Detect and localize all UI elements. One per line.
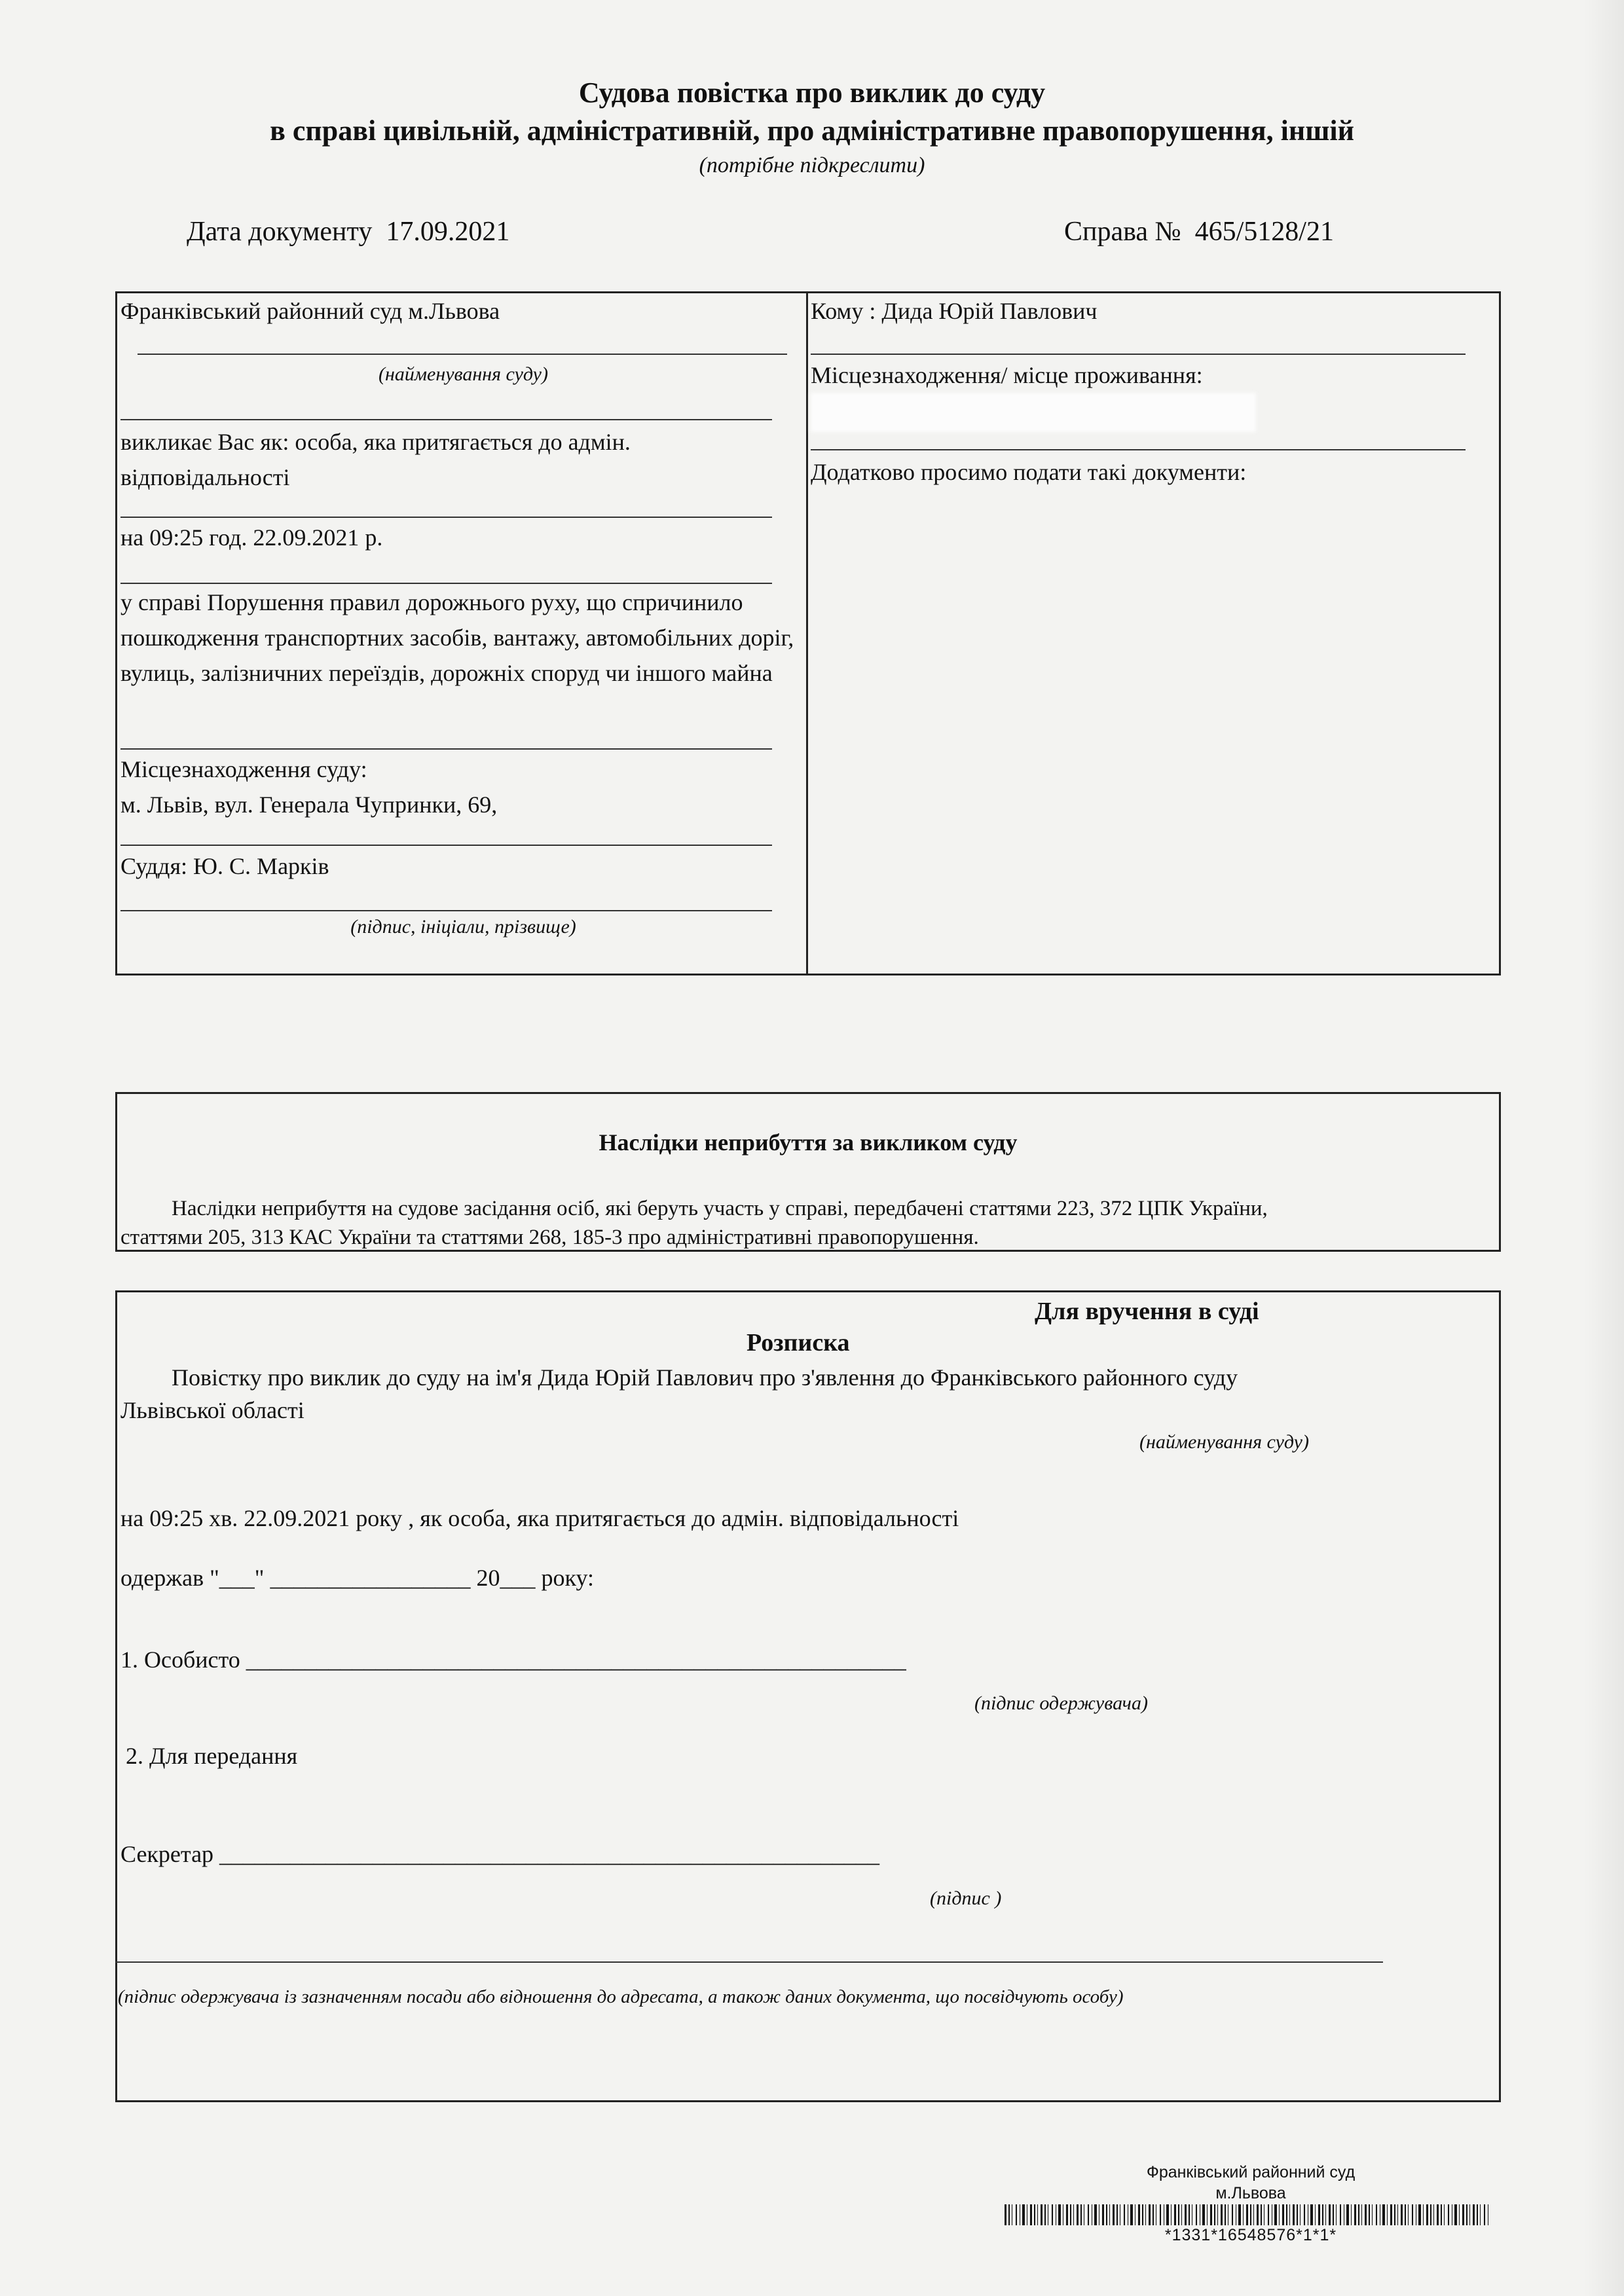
barcode-bar: [1041, 2204, 1043, 2225]
court-location: м. Львів, вул. Генерала Чупринки, 69,: [120, 792, 498, 818]
footer-court-line-1: Франківський районний суд: [1146, 2163, 1356, 2181]
barcode-bar: [1293, 2204, 1295, 2225]
barcode-bar: [1405, 2204, 1406, 2225]
barcode-bar: [1340, 2204, 1341, 2225]
barcode-bar: [1246, 2204, 1248, 2225]
divider-line: [120, 517, 772, 518]
summons-role: викликає Вас як: особа, яка притягається до адмін. відповідальності: [120, 429, 631, 490]
barcode-bar: [1325, 2204, 1326, 2225]
receipt-hearing-time: на 09:25 хв. 22.09.2021 року , як особа, яка притягається до адмін. відповідальності: [120, 1505, 959, 1531]
barcode-bar: [1022, 2204, 1025, 2225]
barcode-bar: [1034, 2204, 1035, 2225]
secretary: Секретар ________________________________________________________: [120, 1841, 880, 1867]
barcode-bar: [1109, 2204, 1110, 2225]
barcode-bar: [1268, 2204, 1269, 2225]
secretary-signature-caption: (підпис ): [930, 1887, 1002, 1909]
barcode-bar: [1462, 2204, 1464, 2225]
receipt-line-1: Повістку про виклик до суду на ім'я Дида Юрій Павлович про з'явлення до Франківського районного суду: [172, 1364, 1238, 1391]
barcode-bar: [1397, 2204, 1398, 2225]
barcode-bar: [1070, 2204, 1071, 2225]
divider-line: [120, 419, 772, 420]
barcode-bar: [1477, 2204, 1478, 2225]
consequences-line-2: статтями 205, 313 КАС України та статтями 268, 185-3 про адміністративні правопорушення.: [120, 1226, 979, 1249]
barcode-bar: [1454, 2204, 1457, 2225]
recipient: Кому : Дида Юрій Павлович: [811, 298, 1098, 324]
barcode-bar: [1145, 2204, 1146, 2225]
barcode-bar: [1153, 2204, 1154, 2225]
barcode-bar: [1365, 2204, 1367, 2225]
date-value: 17.09.2021: [386, 217, 510, 247]
divider-line: [120, 583, 772, 584]
barcode-bar: [1189, 2204, 1190, 2225]
barcode-bar: [1297, 2204, 1298, 2225]
barcode-bar: [1124, 2204, 1125, 2225]
divider-line: [120, 748, 772, 750]
barcode-bar: [1250, 2204, 1251, 2225]
barcode-bar: [1369, 2204, 1370, 2225]
barcode-bar: [1408, 2204, 1409, 2225]
barcode-bar: [1130, 2204, 1133, 2225]
signature-line: [120, 910, 772, 911]
barcode-bar: [1185, 2204, 1187, 2225]
barcode-bar: [1116, 2204, 1118, 2225]
document-title: Судова повістка про виклик до суду: [578, 77, 1046, 109]
barcode-bar: [1160, 2204, 1161, 2225]
document-date: [187, 213, 509, 250]
barcode-bar: [1077, 2204, 1079, 2225]
barcode-bar: [1174, 2204, 1176, 2225]
barcode-bar: [1207, 2204, 1208, 2225]
bottom-signature-caption: (підпис одержувача із зазначенням посади або відношення до адресата, а також даних документа, що посвідчують особу): [118, 1986, 1124, 2007]
barcode-bar: [1329, 2204, 1331, 2225]
barcode-bar: [1433, 2204, 1434, 2225]
barcode-bar: [1166, 2204, 1169, 2225]
hearing-time: на 09:25 год. 22.09.2021 р.: [120, 524, 383, 551]
barcode-bar: [1401, 2204, 1403, 2225]
consequences-title: Наслідки неприбуття за викликом суду: [599, 1129, 1018, 1156]
court-name-line: [138, 354, 787, 355]
judge: Суддя: Ю. С. Марків: [120, 853, 329, 879]
for-court-delivery: Для вручення в суді: [1035, 1298, 1259, 1325]
barcode-bar: [1426, 2204, 1428, 2225]
barcode-bar: [1346, 2204, 1349, 2225]
address-line: [811, 449, 1466, 450]
barcode-bar: [1016, 2204, 1017, 2225]
barcode-bar: [1138, 2204, 1140, 2225]
redacted-address: [811, 393, 1256, 432]
barcode-bar: [1441, 2204, 1442, 2225]
barcode-bar: [1448, 2204, 1449, 2225]
barcode-bar: [1437, 2204, 1439, 2225]
date-label: Дата документу: [187, 217, 373, 247]
barcode-bar: [1217, 2204, 1218, 2225]
barcode-bar: [1418, 2204, 1421, 2225]
barcode-bar: [1196, 2204, 1197, 2225]
scan-edge-shadow: [1583, 0, 1624, 2296]
barcode-bar: [1430, 2204, 1431, 2225]
barcode-bar: [1221, 2204, 1223, 2225]
receipt-box: [115, 1290, 1501, 2102]
barcode-bar: [1300, 2204, 1301, 2225]
barcode-bar: [1459, 2204, 1460, 2225]
barcode-bar: [1469, 2204, 1470, 2225]
barcode: [1005, 2204, 1493, 2225]
barcode-bar: [1037, 2204, 1038, 2225]
receipt-line-2: Львівської області: [120, 1397, 304, 1423]
footer-court-line-2: м.Львова: [1215, 2184, 1286, 2202]
barcode-bar: [1318, 2204, 1320, 2225]
document-subtitle: в справі цивільній, адміністративній, про адміністративне правопорушення, іншій: [270, 115, 1354, 147]
barcode-bar: [1322, 2204, 1323, 2225]
barcode-bar: [1279, 2204, 1280, 2225]
barcode-bar: [1358, 2204, 1359, 2225]
barcode-bar: [1243, 2204, 1244, 2225]
barcode-bar: [1333, 2204, 1334, 2225]
barcode-bar: [1253, 2204, 1254, 2225]
bottom-signature-line: [115, 1961, 1383, 1963]
barcode-bar: [1282, 2204, 1284, 2225]
for-transfer: 2. Для передання: [126, 1743, 298, 1769]
barcode-bar: [1382, 2204, 1385, 2225]
personally-received: 1. Особисто ________________________________________________________: [120, 1647, 906, 1673]
barcode-bar: [1484, 2204, 1485, 2225]
extra-documents: Додатково просимо подати такі документи:: [811, 459, 1247, 485]
barcode-bar: [1274, 2204, 1277, 2225]
barcode-bar: [1171, 2204, 1172, 2225]
barcode-bar: [1473, 2204, 1475, 2225]
residence-label: Місцезнаходження/ місце проживання:: [811, 362, 1203, 388]
barcode-bar: [1257, 2204, 1259, 2225]
barcode-bar: [1094, 2204, 1097, 2225]
underline-note: (потрібне підкреслити): [699, 153, 925, 177]
barcode-bar: [1149, 2204, 1151, 2225]
barcode-bar: [1394, 2204, 1395, 2225]
divider-line: [120, 845, 772, 846]
case-subject: у справі Порушення правил дорожнього руху, що спричинило пошкодження транспортних засобів, вантажу, автомобільних доріг, вулиць, залізничних переїздів, дорожніх споруд чи іншого майна: [120, 589, 794, 686]
barcode-bar: [1142, 2204, 1143, 2225]
barcode-bar: [1044, 2204, 1046, 2225]
barcode-bar: [1181, 2204, 1182, 2225]
barcode-bar: [1376, 2204, 1377, 2225]
case-label: Справа №: [1064, 217, 1181, 247]
barcode-bar: [1387, 2204, 1388, 2225]
barcode-bar: [1315, 2204, 1316, 2225]
barcode-bar: [1412, 2204, 1413, 2225]
court-name: Франківський районний суд м.Львова: [120, 298, 500, 324]
barcode-bar: [1202, 2204, 1205, 2225]
barcode-bar: [1008, 2204, 1010, 2225]
barcode-bar: [1336, 2204, 1337, 2225]
barcode-bar: [1232, 2204, 1233, 2225]
barcode-bar: [1466, 2204, 1467, 2225]
barcode-bar: [1444, 2204, 1445, 2225]
barcode-bar: [1423, 2204, 1424, 2225]
barcode-bar: [1178, 2204, 1179, 2225]
case-value: 465/5128/21: [1194, 217, 1334, 247]
barcode-bar: [1113, 2204, 1115, 2225]
barcode-bar: [1354, 2204, 1356, 2225]
barcode-bar: [1361, 2204, 1362, 2225]
column-divider: [806, 291, 808, 975]
court-location-label: Місцезнаходження суду:: [120, 756, 367, 782]
barcode-bar: [1351, 2204, 1352, 2225]
barcode-number: *1331*16548576*1*1*: [1164, 2226, 1337, 2244]
barcode-bar: [1261, 2204, 1262, 2225]
case-number: [1064, 213, 1334, 250]
barcode-bar: [1225, 2204, 1226, 2225]
barcode-bar: [1210, 2204, 1212, 2225]
barcode-bar: [1080, 2204, 1082, 2225]
barcode-bar: [1066, 2204, 1068, 2225]
court-name-caption: (найменування суду): [378, 363, 548, 385]
barcode-bar: [1005, 2204, 1006, 2225]
receipt-court-caption: (найменування суду): [1139, 1431, 1309, 1453]
recipient-signature-caption: (підпис одержувача): [974, 1692, 1148, 1714]
barcode-bar: [1030, 2204, 1032, 2225]
consequences-line-1: Наслідки неприбуття на судове засідання осіб, які беруть участь у справі, передбачені статтями 223, 372 ЦПК України,: [172, 1197, 1268, 1220]
barcode-bar: [1480, 2204, 1481, 2225]
barcode-bar: [1238, 2204, 1241, 2225]
barcode-bar: [1058, 2204, 1061, 2225]
barcode-bar: [1102, 2204, 1104, 2225]
received-date: одержав "___" _________________ 20___ року:: [120, 1565, 595, 1591]
barcode-bar: [1390, 2204, 1392, 2225]
barcode-bar: [1073, 2204, 1074, 2225]
barcode-bar: [1052, 2204, 1053, 2225]
signature-caption: (підпис, ініціали, прізвище): [350, 916, 576, 938]
barcode-graphic: [1005, 2204, 1493, 2225]
barcode-bar: [1310, 2204, 1313, 2225]
receipt-title: Розписка: [747, 1329, 850, 1357]
barcode-bar: [1304, 2204, 1305, 2225]
barcode-bar: [1372, 2204, 1373, 2225]
barcode-bar: [1088, 2204, 1089, 2225]
barcode-bar: [1289, 2204, 1290, 2225]
barcode-bar: [1214, 2204, 1215, 2225]
recipient-line: [811, 354, 1466, 355]
barcode-bar: [1286, 2204, 1287, 2225]
barcode-bar: [1106, 2204, 1107, 2225]
